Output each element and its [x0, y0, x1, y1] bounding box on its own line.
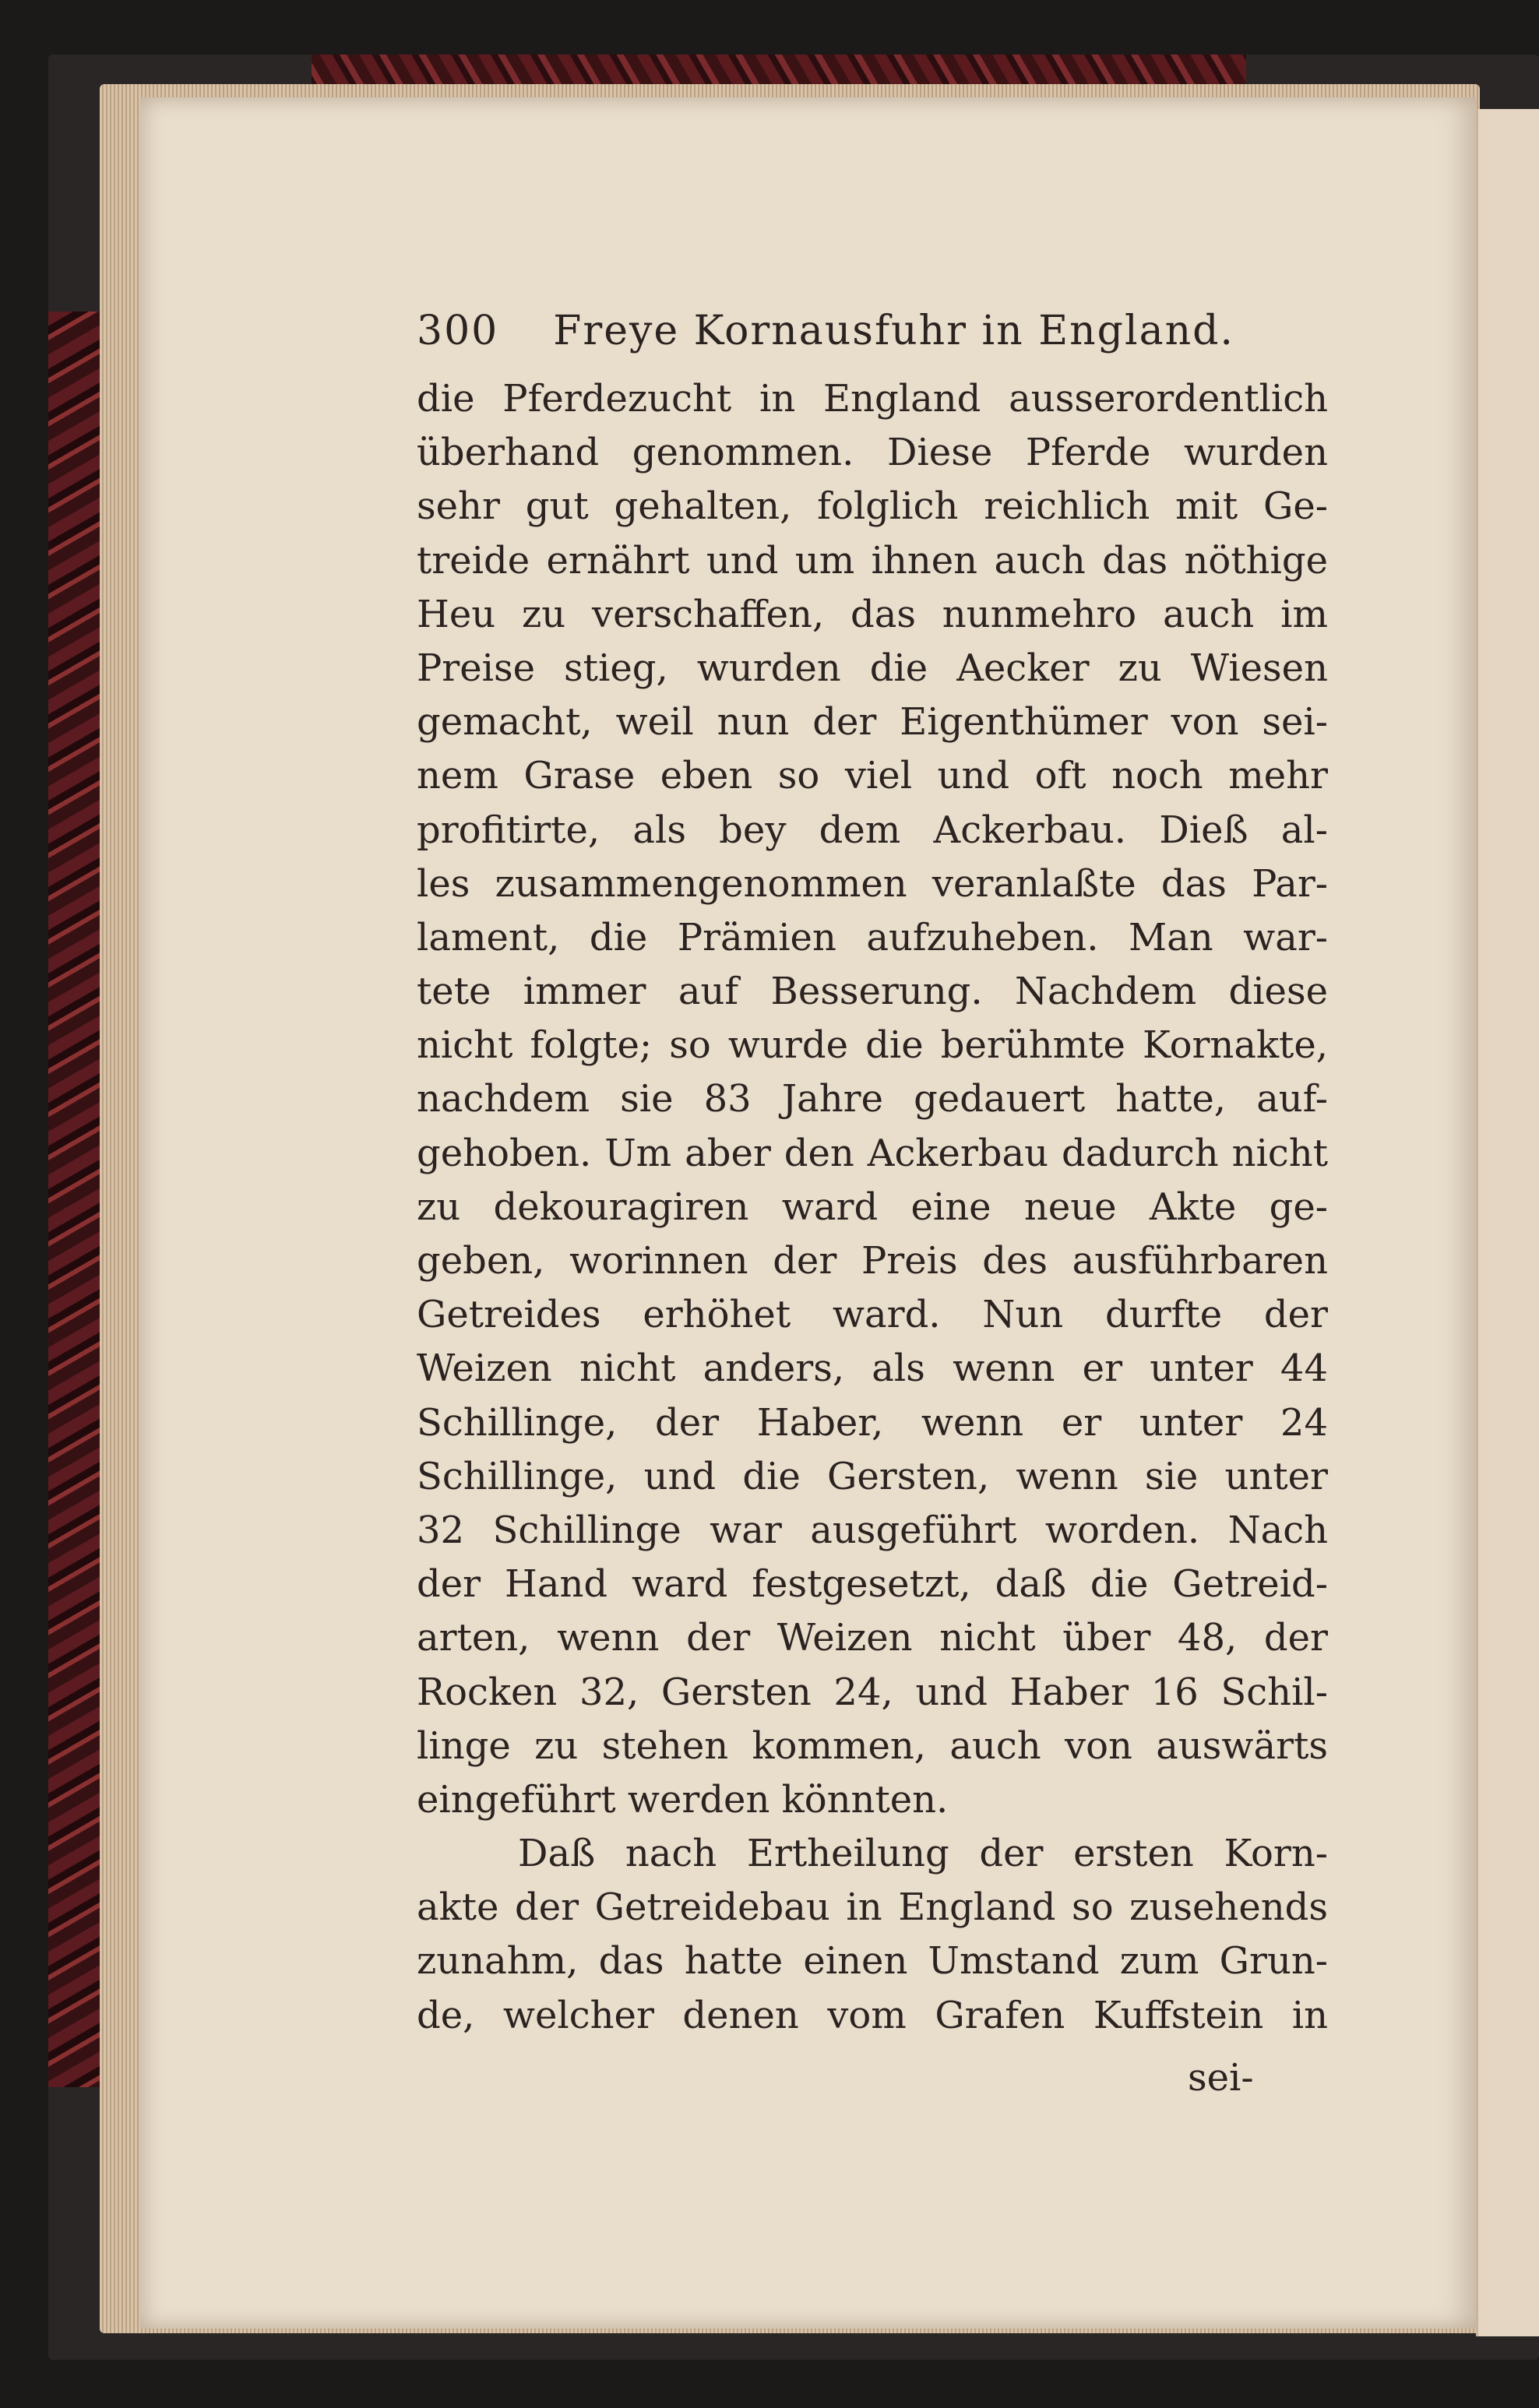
text-line: Getreides erhöhet ward. Nun durfte der: [417, 1293, 1328, 1337]
text-line: de, welcher denen vom Grafen Kuffstein in: [417, 1993, 1328, 2037]
text-line: 32 Schillinge war ausgeführt worden. Nach: [417, 1508, 1328, 1552]
text-line: zunahm, das hatte einen Umstand zum Grun-: [417, 1939, 1328, 1984]
text-line: Schillinge, und die Gersten, wenn sie unter: [417, 1454, 1328, 1498]
page-number: 300: [417, 308, 499, 354]
text-line: akte der Getreidebau in England so zusehends: [417, 1885, 1328, 1930]
text-line: zu dekouragiren ward eine neue Akte ge-: [417, 1185, 1328, 1229]
text-line: les zusammengenommen veranlaßte das Par-: [417, 861, 1328, 906]
text-line: nem Grase eben so viel und oft noch mehr: [417, 754, 1328, 798]
text-line: gemacht, weil nun der Eigenthümer von sei-: [417, 700, 1328, 745]
text-line: profitirte, als bey dem Ackerbau. Dieß al-: [417, 808, 1328, 852]
text-line: tete immer auf Besserung. Nachdem diese: [417, 970, 1328, 1014]
text-line: lament, die Prämien aufzuheben. Man war-: [417, 915, 1328, 959]
text-line: gehoben. Um aber den Ackerbau dadurch nicht: [417, 1131, 1328, 1175]
running-head: [417, 308, 1336, 354]
text-line: nachdem sie 83 Jahre gedauert hatte, auf-: [417, 1077, 1328, 1121]
text-line: die Pferdezucht in England ausserordentlich: [417, 377, 1328, 421]
text-line: Daß nach Ertheilung der ersten Korn-: [518, 1832, 1328, 1876]
facing-page-edge: [1476, 109, 1539, 2336]
text-line: arten, wenn der Weizen nicht über 48, der: [417, 1616, 1328, 1660]
text-line: überhand genommen. Diese Pferde wurden: [417, 431, 1328, 475]
text-line: nicht folgte; so wurde die berühmte Kornakte,: [417, 1023, 1328, 1068]
text-line: Schillinge, der Haber, wenn er unter 24: [417, 1400, 1328, 1445]
text-line: treide ernährt und um ihnen auch das nöthige: [417, 538, 1328, 583]
text-line: geben, worinnen der Preis des ausführbaren: [417, 1239, 1328, 1283]
text-line: Weizen nicht anders, als wenn er unter 44: [417, 1347, 1328, 1391]
text-line: eingeführt werden könnten.: [417, 1777, 949, 1822]
text-line: Heu zu verschaffen, das nunmehro auch im: [417, 592, 1328, 636]
text-line: Preise stieg, wurden die Aecker zu Wiesen: [417, 646, 1328, 690]
text-line: sehr gut gehalten, folglich reichlich mit Ge-: [417, 484, 1328, 529]
running-title: Freye Kornausfuhr in England.: [553, 308, 1234, 354]
text-line: Rocken 32, Gersten 24, und Haber 16 Schil-: [417, 1670, 1328, 1714]
catchword: sei-: [1188, 2056, 1254, 2100]
body-text: [417, 372, 1328, 2043]
text-line: der Hand ward festgesetzt, daß die Getreid-: [417, 1562, 1328, 1607]
text-line: linge zu stehen kommen, auch von auswärts: [417, 1723, 1328, 1768]
